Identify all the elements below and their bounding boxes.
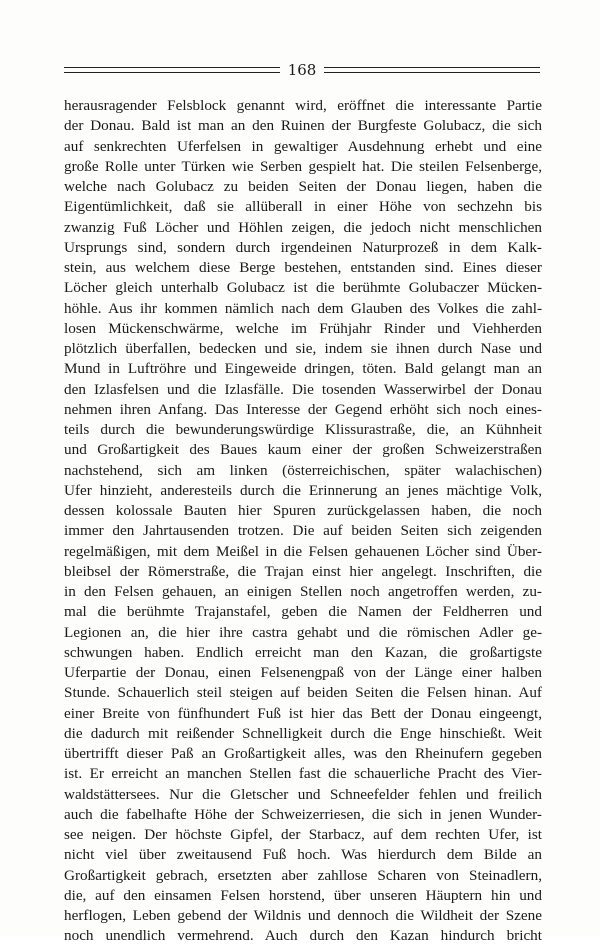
text-line: auf senkrechten Uferfelsen in gewaltiger Ausdehnung erhebt und eine xyxy=(64,137,542,155)
text-line: losen Mückenschwärme, welche im Frühjahr Rinder und Viehherden xyxy=(64,319,542,337)
text-line: herausragender Felsblock genannt wird, eröffnet die interessante Partie xyxy=(64,97,542,114)
text-line: bleibsel der Römerstraße, die Trajan einst hier angelegt. Inschriften, die xyxy=(64,562,542,580)
header-rule-right xyxy=(324,67,540,73)
text-line: nehmen ihren Anfang. Das Interesse der Gegend erhöht sich noch eines- xyxy=(64,400,542,418)
text-line: regelmäßigen, mit dem Meißel in die Felsen gehauenen Löcher sind Über- xyxy=(64,542,542,560)
text-line: nachstehend, sich am linken (österreichischen, später walachischen) xyxy=(64,461,542,479)
page-number: 168 xyxy=(287,61,317,79)
text-line: und Großartigkeit des Baues kaum einer der großen Schweizerstraßen xyxy=(64,441,542,459)
text-line: die, auf den einsamen Felsen horstend, über unseren Häuptern hin und xyxy=(64,886,542,904)
text-line: große Rolle unter Türken wie Serben gespielt hat. Die steilen Felsenberge, xyxy=(64,157,542,175)
text-line: immer den Jahrtausenden trotzen. Die auf beiden Seiten sich zeigenden xyxy=(64,522,542,540)
text-line: nicht viel über zweitausend Fuß hoch. Was hierdurch dem Bilde an xyxy=(64,846,542,864)
text-line: Großartigkeit gebrach, ersetzten aber zahllose Scharen von Steinadlern, xyxy=(64,866,542,884)
text-line: der Donau. Bald ist man an den Ruinen der Burgfeste Golubacz, die sich xyxy=(64,117,542,135)
text-line: schwungen haben. Endlich erreicht man den Kazan, die großartigste xyxy=(64,643,542,661)
text-line: Uferpartie der Donau, einen Felsenengpaß von der Länge einer halben xyxy=(64,664,542,681)
text-line: plötzlich überfallen, bedecken und sie, indem sie ihnen durch Nase und xyxy=(64,340,542,357)
text-line: Ufer hinzieht, anderesteils durch die Erinnerung an jenes mächtige Volk, xyxy=(64,481,542,499)
header-rule-left xyxy=(64,67,280,73)
text-line: dessen kolossale Bauten hier Spuren zurückgelassen haben, die noch xyxy=(64,502,542,519)
text-line: herflogen, Leben gebend der Wildnis und dennoch die Wildheit der Szene xyxy=(64,907,542,924)
text-line: Legionen an, die hier ihre castra gehabt und die römischen Adler ge- xyxy=(64,623,542,641)
text-line: zwanzig Fuß Löcher und Höhlen zeigen, die jedoch nicht menschlichen xyxy=(64,218,542,236)
text-line: waldstättersees. Nur die Gletscher und Schneefelder fehlen und freilich xyxy=(64,785,542,803)
text-line: höhle. Aus ihr kommen nämlich nach dem Glauben des Volkes die zahl- xyxy=(64,299,542,317)
text-line: noch unendlich vermehrend. Auch durch den Kazan hindurch bricht xyxy=(64,927,542,945)
text-line: see neigen. Der höchste Gipfel, der Starbacz, auf dem rechten Ufer, ist xyxy=(64,826,542,843)
text-line: auch die fabelhafte Höhe der Schweizerriesen, die sich in jenen Wunder- xyxy=(64,805,542,823)
text-line: einer Breite von fünfhundert Fuß ist hier das Bett der Donau eingeengt, xyxy=(64,704,542,722)
text-line: ist. Er erreicht an manchen Stellen fast die schauerliche Pracht des Vier- xyxy=(64,765,542,783)
text-line: Ursprungs sind, sondern durch irgendeinen Naturprozeß in dem Kalk- xyxy=(64,238,542,256)
body-text xyxy=(64,96,542,947)
text-line: stein, aus welchem diese Berge bestehen, entstanden sind. Eines dieser xyxy=(64,259,542,276)
text-line: Löcher gleich unterhalb Golubacz ist die berühmte Golubaczer Mücken- xyxy=(64,279,542,297)
text-line: übertrifft dieser Paß an Großartigkeit alles, was den Rheinufern gegeben xyxy=(64,745,542,762)
page-header xyxy=(64,60,540,80)
text-line: die dadurch mit reißender Schnelligkeit durch die Enge hinschießt. Weit xyxy=(64,724,542,742)
text-line: mal die berühmte Trajanstafel, geben die Namen der Feldherren und xyxy=(64,603,542,621)
text-line: Eigentümlichkeit, daß sie allüberall in einer Höhe von sechzehn bis xyxy=(64,198,542,216)
text-line: Mund in Luftröhre und Eingeweide dringen, töten. Bald gelangt man an xyxy=(64,360,542,378)
text-line: welche nach Golubacz zu beiden Seiten der Donau liegen, haben die xyxy=(64,178,542,195)
text-line: Stunde. Schauerlich steil steigen auf beiden Seiten die Felsen hinan. Auf xyxy=(64,684,542,702)
text-line: in den Felsen gehauen, an einigen Stellen noch angetroffen werden, zu- xyxy=(64,583,542,600)
text-line: teils durch die bewunderungswürdige Klissurastraße, die, an Kühnheit xyxy=(64,421,542,438)
text-line: den Izlasfelsen und die Izlasfälle. Die tosenden Wasserwirbel der Donau xyxy=(64,380,542,398)
